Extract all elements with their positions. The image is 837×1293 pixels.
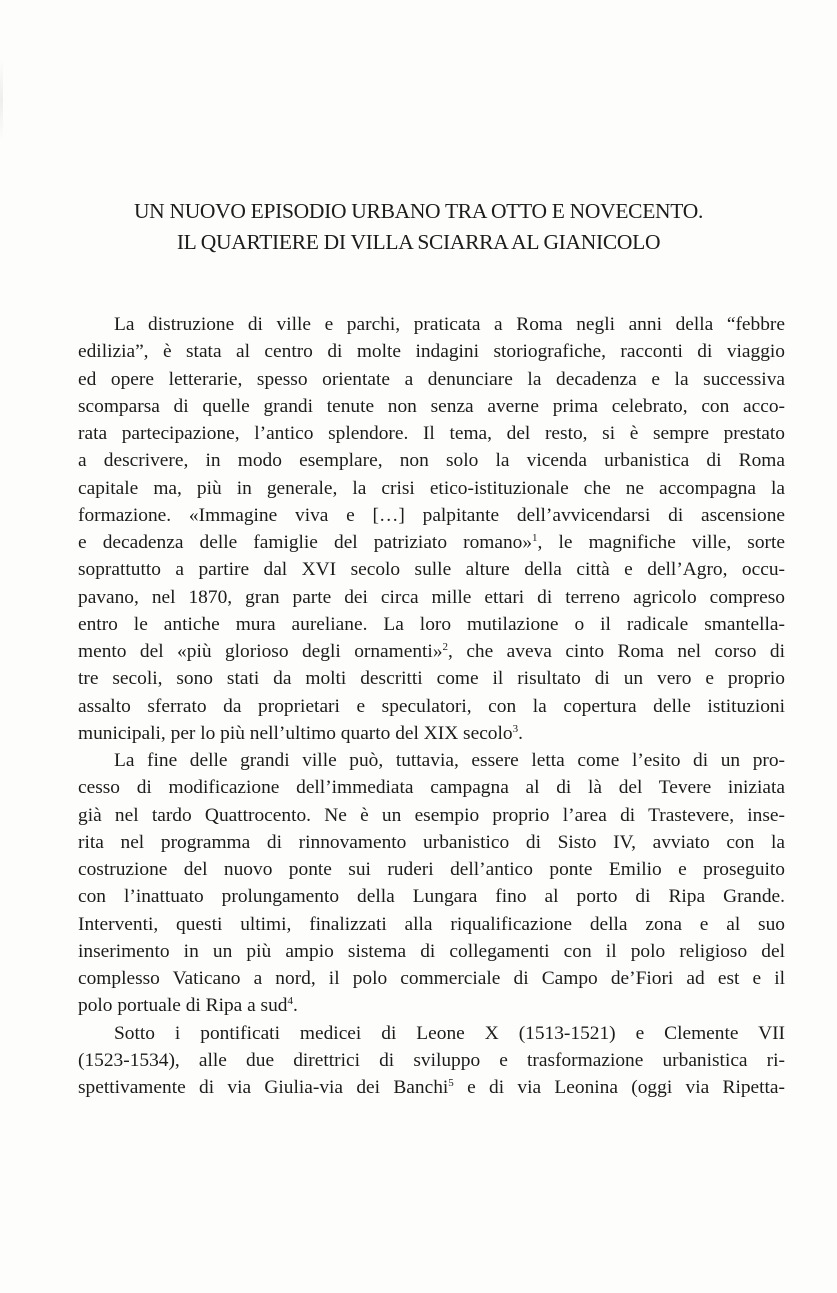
chapter-title	[60, 196, 777, 258]
text-line: cesso di modificazione dell’immediata campagna al di là del Tevere iniziata	[78, 777, 785, 799]
text-line: con l’inattuato prolungamento della Lungara fino al porto di Ripa Grande.	[78, 886, 785, 908]
text-line: edilizia”, è stata al centro di molte indagini storiografiche, racconti di viaggio	[78, 341, 785, 363]
paragraph-3	[78, 1020, 785, 1102]
text-line: inserimento in un più ampio sistema di collegamenti con il polo religioso del	[78, 940, 785, 962]
text-line: rata partecipazione, l’antico splendore. Il tema, del resto, si è sempre prestato	[78, 423, 785, 444]
text-segment: municipali, per lo più nell’ultimo quarto del XIX secolo	[78, 722, 513, 744]
text-line: soprattutto a partire dal XVI secolo sulle alture della città e dell’Agro, occu-	[78, 559, 785, 581]
footnote-ref-4[interactable]: 4	[287, 995, 293, 1008]
text-segment: e di via Leonina (oggi via Ripetta-	[453, 1077, 785, 1098]
text-line: Sotto i pontificati medicei di Leone X (1513-1521) e Clemente VII	[114, 1022, 785, 1044]
text-segment: , che aveva cinto Roma nel corso di	[448, 641, 785, 662]
footnote-ref-1[interactable]: 1	[532, 532, 538, 544]
text-segment: polo portuale di Ripa a sud	[78, 995, 288, 1017]
text-line: complesso Vaticano a nord, il polo commerciale di Campo de’Fiori ad est e il	[78, 968, 785, 989]
text-line: costruzione del nuovo ponte sui ruderi dell’antico ponte Emilio e proseguito	[78, 859, 785, 880]
text-line: pavano, nel 1870, gran parte dei circa mille ettari di terreno agricolo compreso	[78, 586, 785, 608]
text-line: scomparsa di quelle grandi tenute non senza averne prima celebrato, con acco-	[78, 395, 785, 417]
body-text	[78, 311, 785, 1101]
page-edge-shadow	[0, 60, 3, 140]
footnote-ref-3[interactable]: 3	[512, 722, 519, 735]
text-segment: .	[293, 995, 298, 1017]
text-line: tre secoli, sono stati da molti descritti come il risultato di un vero e proprio	[78, 668, 785, 690]
text-segment: e decadenza delle famiglie del patriziato romano»	[78, 532, 533, 553]
text-line: rita nel programma di rinnovamento urbanistico di Sisto IV, avviato con la	[78, 831, 785, 853]
text-line	[78, 529, 785, 556]
text-line	[78, 1074, 785, 1101]
text-line: a descrivere, in modo esemplare, non solo la vicenda urbanistica di Roma	[78, 450, 785, 472]
text-line	[78, 638, 785, 665]
text-line: entro le antiche mura aureliane. La loro mutilazione o il radicale smantella-	[78, 613, 785, 635]
text-line: formazione. «Immagine viva e […] palpitante dell’avvicendarsi di ascensione	[78, 504, 785, 526]
text-line: La distruzione di ville e parchi, praticata a Roma negli anni della “febbre	[114, 314, 785, 335]
text-line: già nel tardo Quattrocento. Ne è un esempio proprio l’area di Trastevere, inse-	[78, 804, 785, 826]
text-segment: .	[518, 722, 523, 744]
paragraph-2	[78, 747, 785, 1020]
text-line: Interventi, questi ultimi, finalizzati alla riqualificazione della zona e al suo	[78, 913, 785, 935]
footnote-ref-2[interactable]: 2	[442, 641, 449, 653]
text-segment: , le magnifiche ville, sorte	[537, 532, 785, 553]
text-line	[78, 720, 785, 747]
text-segment: mento del «più glorioso degli ornamenti»	[78, 641, 443, 662]
chapter-title-line-1: UN NUOVO EPISODIO URBANO TRA OTTO E NOVECENTO.	[133, 199, 704, 223]
text-line: capitale ma, più in generale, la crisi etico-istituzionale che ne accompagna la	[78, 477, 785, 499]
text-line	[78, 992, 785, 1019]
text-line: assalto sferrato da proprietari e speculatori, con la copertura delle istituzioni	[78, 695, 785, 717]
text-line: (1523-1534), alle due direttrici di sviluppo e trasformazione urbanistica ri-	[78, 1049, 785, 1071]
footnote-ref-5[interactable]: 5	[448, 1077, 454, 1089]
text-line: La fine delle grandi ville può, tuttavia, essere letta come l’esito di un pro-	[114, 750, 785, 771]
chapter-title-line-2: IL QUARTIERE DI VILLA SCIARRA AL GIANICOLO	[176, 230, 661, 254]
text-segment: spettivamente di via Giulia-via dei Banchi	[78, 1077, 449, 1098]
paragraph-1	[78, 311, 785, 747]
text-line: ed opere letterarie, spesso orientate a denunciare la decadenza e la successiva	[78, 368, 785, 390]
